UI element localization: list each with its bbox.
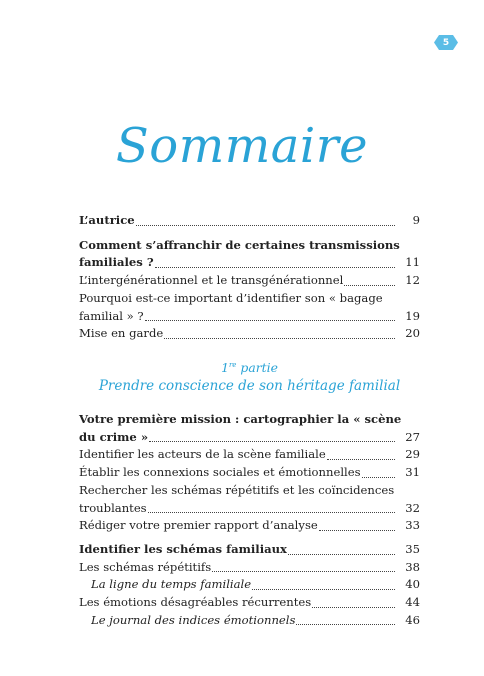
toc-entry-affranchir[interactable] <box>79 237 420 272</box>
toc-entry-label-line1: Votre première mission : cartographier la « scène <box>79 412 402 427</box>
toc-entry-page: 20 <box>405 326 420 341</box>
toc-entry-label-line2: familiales ? <box>79 255 154 270</box>
toc-entry-label: Les schémas répétitifs <box>79 559 212 574</box>
toc-entry-page: 9 <box>412 213 420 227</box>
toc-entry-page: 29 <box>405 447 420 462</box>
toc-entry-label: La ligne du temps familiale <box>91 577 252 592</box>
toc-entry-ligne-du-temps[interactable] <box>79 576 420 594</box>
toc-entry-bagage[interactable] <box>79 290 420 325</box>
toc-entry-mise-en-garde[interactable] <box>79 325 420 343</box>
dot-leader <box>344 285 395 286</box>
toc-entry-rapport[interactable] <box>79 517 420 535</box>
toc-entry-page: 44 <box>405 595 420 610</box>
toc-entry-label: Le journal des indices émotionnels <box>91 612 296 627</box>
toc-entry-page: 46 <box>405 612 420 627</box>
dot-leader <box>164 338 395 339</box>
dot-leader <box>327 459 395 460</box>
dot-leader <box>148 512 395 513</box>
dot-leader <box>296 624 395 625</box>
toc-entry-connexions[interactable] <box>79 464 420 482</box>
toc-entry-page: 32 <box>405 500 420 515</box>
dot-leader <box>288 554 395 555</box>
toc-entry-page: 33 <box>405 518 420 533</box>
toc-entry-schemas-repetitifs[interactable] <box>79 559 420 577</box>
dot-leader <box>136 225 395 226</box>
toc-entry-label: Identifier les schémas familiaux <box>79 541 287 556</box>
toc-entry-label: Les émotions désagréables récurrentes <box>79 595 312 610</box>
toc-entry-intergenerationnel[interactable] <box>79 272 420 290</box>
table-of-contents <box>79 212 420 629</box>
toc-entry-label-line2: troublantes <box>79 500 147 515</box>
dot-leader <box>212 571 395 572</box>
toc-entry-label: Identifier les acteurs de la scène familiale <box>79 447 326 462</box>
part-title: Prendre conscience de son héritage familial <box>98 378 401 395</box>
dot-leader <box>149 441 395 442</box>
toc-entry-label: Rédiger votre premier rapport d’analyse <box>79 518 318 533</box>
dot-leader <box>155 267 395 268</box>
dot-leader <box>145 320 395 321</box>
toc-entry-label: L’autrice <box>79 213 135 227</box>
toc-entry-acteurs[interactable] <box>79 446 420 464</box>
toc-entry-label: Établir les connexions sociales et émotionnelles <box>79 465 361 480</box>
toc-entry-page: 11 <box>405 255 420 270</box>
toc-entry-page: 40 <box>405 577 420 592</box>
toc-entry-page: 27 <box>405 429 420 444</box>
part-number: 1re partie <box>221 360 278 376</box>
page-number-badge <box>433 34 459 51</box>
toc-entry-label-line1: Pourquoi est-ce important d’identifier son « bagage <box>79 290 383 305</box>
toc-entry-emotions[interactable] <box>79 594 420 612</box>
toc-entry-label-line2: du crime » <box>79 429 149 444</box>
toc-entry-autrice[interactable] <box>79 212 420 230</box>
dot-leader <box>362 477 395 478</box>
page-number: 5 <box>442 37 450 48</box>
toc-entry-label-line2: familial » ? <box>79 308 144 323</box>
part-heading <box>79 357 420 397</box>
toc-entry-label: L’intergénérationnel et le transgénérationnel <box>79 273 344 288</box>
toc-entry-schemas-familiaux[interactable] <box>79 541 420 559</box>
toc-entry-label: Mise en garde <box>79 326 164 341</box>
toc-entry-page: 31 <box>405 465 420 480</box>
toc-entry-journal[interactable] <box>79 612 420 630</box>
toc-entry-schemas-coincidences[interactable] <box>79 482 420 517</box>
toc-entry-page: 35 <box>405 541 420 556</box>
page-title: Sommaire <box>115 118 369 174</box>
toc-entry-page: 19 <box>405 308 420 323</box>
toc-entry-label-line1: Comment s’affranchir de certaines transmissions <box>79 237 400 252</box>
toc-entry-page: 38 <box>405 559 420 574</box>
dot-leader <box>319 530 395 531</box>
toc-entry-page: 12 <box>405 273 420 288</box>
toc-entry-cartographier[interactable] <box>79 411 420 446</box>
dot-leader <box>252 589 395 590</box>
toc-entry-label-line1: Rechercher les schémas répétitifs et les coïncidences <box>79 482 395 497</box>
dot-leader <box>312 607 395 608</box>
